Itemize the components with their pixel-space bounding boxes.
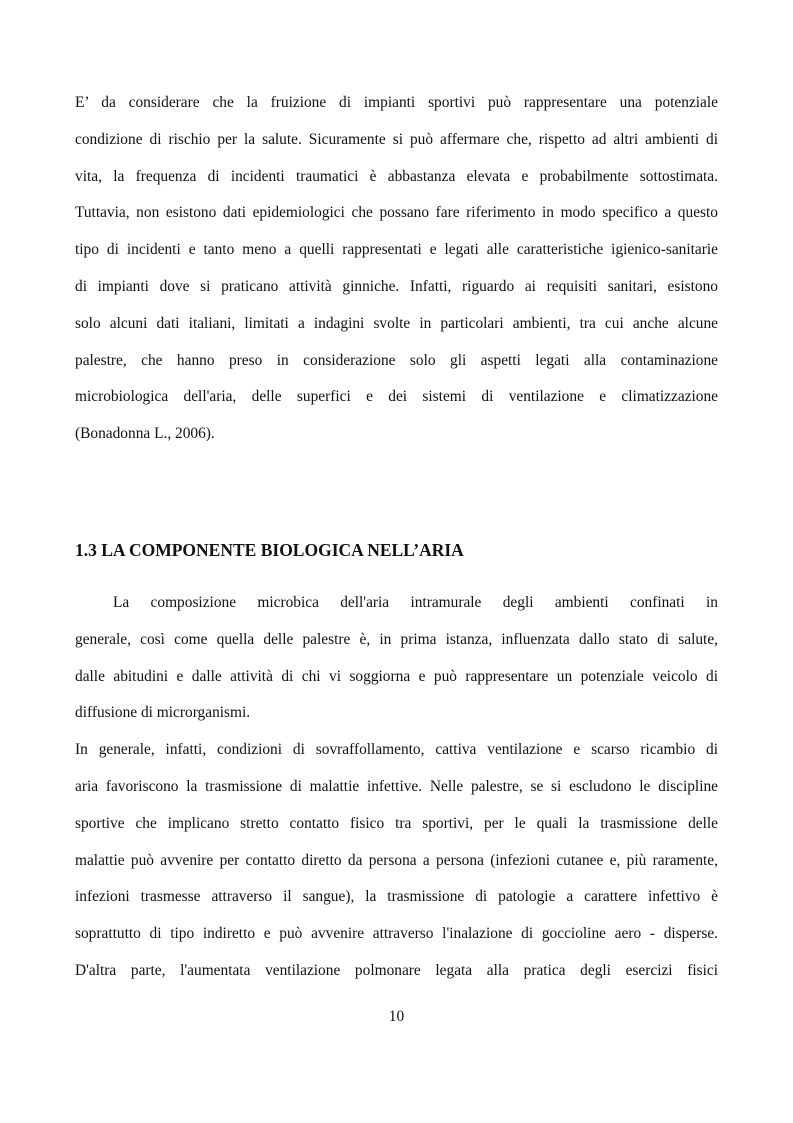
text-line: microbiologica dell'aria, delle superfici e dei sistemi di ventilazione e climatizzazione <box>75 388 718 406</box>
text-line: tipo di incidenti e tanto meno a quelli rappresentati e legati alle caratteristiche igienico-sanitarie <box>75 241 718 259</box>
text-line: malattie può avvenire per contatto diretto da persona a persona (infezioni cutanee e, più raramente, <box>75 851 718 869</box>
section-heading: 1.3 LA COMPONENTE BIOLOGICA NELL’ARIA <box>75 540 464 560</box>
text-line: dalle abitudini e dalle attività di chi vi soggiorna e può rappresentare un potenziale veicolo di <box>75 667 718 685</box>
intro-paragraph <box>75 85 718 453</box>
section-body <box>75 585 718 990</box>
text-line: condizione di rischio per la salute. Sicuramente si può affermare che, rispetto ad altri ambienti di <box>75 130 718 148</box>
paragraph-text <box>75 85 718 453</box>
text-line: In generale, infatti, condizioni di sovraffollamento, cattiva ventilazione e scarso ricambio di <box>75 741 718 759</box>
page-number: 10 <box>388 1008 405 1025</box>
text-line: Tuttavia, non esistono dati epidemiologici che possano fare riferimento in modo specifico a questo <box>75 204 718 222</box>
text-line: sportive che implicano stretto contatto fisico tra sportivi, per le quali la trasmissione delle <box>75 814 718 832</box>
text-line: (Bonadonna L., 2006). <box>75 425 215 443</box>
text-line: E’ da considerare che la fruizione di impianti sportivi può rappresentare una potenziale <box>75 94 718 111</box>
text-line: solo alcuni dati italiani, limitati a indagini svolte in particolari ambienti, tra cui anche alcune <box>75 314 718 332</box>
text-line: di impianti dove si praticano attività ginniche. Infatti, riguardo ai requisiti sanitari, esistono <box>75 277 718 295</box>
text-line: D'altra parte, l'aumentata ventilazione polmonare legata alla pratica degli esercizi fisici <box>75 961 718 979</box>
text-line: aria favoriscono la trasmissione di malattie infettive. Nelle palestre, se si escludono le discipline <box>75 777 718 795</box>
text-line: La composizione microbica dell'aria intramurale degli ambienti confinati in <box>113 594 718 611</box>
paragraph-2 <box>75 732 718 990</box>
text-line: palestre, che hanno preso in considerazione solo gli aspetti legati alla contaminazione <box>75 351 718 369</box>
text-line: generale, così come quella delle palestre è, in prima istanza, influenzata dallo stato di salute, <box>75 630 718 648</box>
text-line: infezioni trasmesse attraverso il sangue), la trasmissione di patologie a carattere infettivo è <box>75 888 718 906</box>
text-line: soprattutto di tipo indiretto e può avvenire attraverso l'inalazione di goccioline aero - disperse. <box>75 925 718 943</box>
paragraph-1 <box>75 585 718 732</box>
text-line: vita, la frequenza di incidenti traumatici è abbastanza elevata e probabilmente sottostimata. <box>75 167 718 185</box>
text-line: diffusione di microrganismi. <box>75 704 251 722</box>
